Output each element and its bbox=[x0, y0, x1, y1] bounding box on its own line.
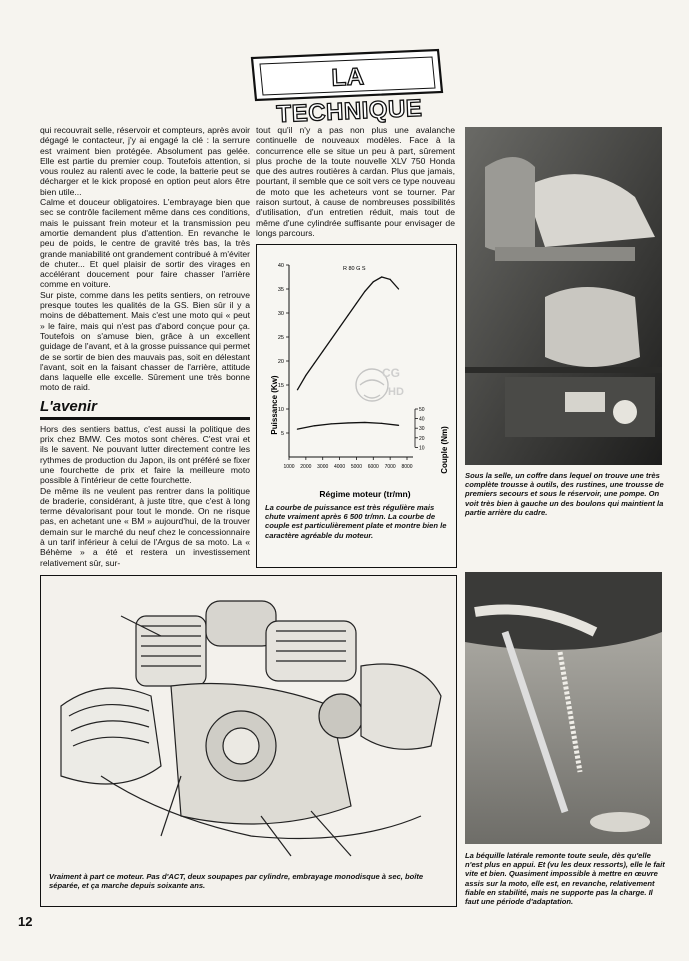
y2-tick-label: 50 bbox=[419, 407, 425, 413]
data-point bbox=[339, 327, 340, 328]
y2-tick-label: 30 bbox=[419, 426, 425, 433]
data-point bbox=[398, 288, 399, 289]
y-tick-label: 10 bbox=[277, 407, 284, 413]
y2-tick-label: 10 bbox=[419, 445, 425, 452]
data-point bbox=[347, 315, 348, 316]
article-column-2 bbox=[256, 125, 455, 238]
svg-text:HD: HD bbox=[388, 386, 404, 398]
y-tick-label: 25 bbox=[277, 335, 284, 341]
power-chart-box bbox=[256, 244, 457, 568]
watermark-logo bbox=[352, 355, 422, 435]
page-number: 12 bbox=[18, 914, 33, 929]
paragraph: qui recouvrait selle, réservoir et compteurs, après avoir dégagé le contacteur, j'y ai engagé la clé : la serrure est vraiment bien protégée. Absolument pas gelée. Elle est partie du premier coup. Toutefois attention, si vous roulez au ralenti avec le code, la batterie peut se décharger et le kick proposé en option peut alors être bien utile... bbox=[40, 125, 250, 197]
x-tick-label: 6000 bbox=[367, 464, 379, 470]
svg-text:CG: CG bbox=[382, 366, 400, 380]
x-tick-label: 7000 bbox=[384, 464, 396, 470]
x-tick-label: 1000 bbox=[283, 464, 295, 470]
paragraph: De même ils ne veulent pas rentrer dans la politique de braderie, considérant, à juste titre, que c'est à long terme dévalorisant pour tout le monde. On ne risque pas, en achetant une « BM » aujourd'hui, de la trouver demain sur le marché du neuf chez le concessionnaire à un tarif inférieur à celui de l'Argus de sa moto. La « Béhème » a été et restera un investissement relativement sûr, sur- bbox=[40, 485, 250, 568]
photo1-caption: Sous la selle, un coffre dans lequel on trouve une très complète trousse à outils, des rustines, une trousse de premiers secours et sous le réservoir, une pompe. On voit très bien à gauche un des boulons qui maintient la partie arrière du cadre. bbox=[465, 471, 664, 517]
data-point bbox=[331, 339, 332, 340]
engine-drawing bbox=[41, 576, 456, 866]
x-tick-label: 3000 bbox=[317, 464, 329, 470]
y-tick-label: 20 bbox=[277, 359, 284, 365]
section-banner bbox=[248, 48, 445, 129]
y-tick-label: 35 bbox=[277, 287, 284, 293]
y-axis-label: Puissance (Kw) bbox=[270, 375, 279, 435]
y2-tick-label: 40 bbox=[419, 416, 425, 423]
x-tick-label: 4000 bbox=[334, 464, 346, 470]
data-point bbox=[373, 281, 374, 282]
data-point bbox=[390, 279, 391, 280]
data-point bbox=[297, 429, 298, 430]
data-point bbox=[331, 423, 332, 424]
data-point bbox=[356, 303, 357, 304]
photo-side-stand bbox=[465, 572, 662, 844]
x-tick-label: 5000 bbox=[350, 464, 362, 470]
y-tick-label: 30 bbox=[277, 311, 284, 317]
photo2-caption: La béquille latérale remonte toute seule, dès qu'elle n'est plus en appui. Et (vu les deux ressorts), elle le fait vite et bien. Quasiment impossible à mettre en œuvre assis sur la moto, elle est, en revanche, relativement fiable en stabilité, mais ne supporte pas la charge. Il faut une période d'adaptation. bbox=[465, 851, 665, 907]
y-tick-label: 15 bbox=[277, 383, 284, 389]
data-point bbox=[314, 425, 315, 426]
paragraph: tout qu'il n'y a pas non plus une avalanche continuelle de nouveaux modèles. Face à la concurrence elle se situe un peu à part, sûrement plus proche de la toute nouvelle XLV 750 Honda que des autres routières à cardan. Plus que jamais, pourtant, il semble que ce soit vers ce type nouveau de moto que les acheteurs vont se tourner. Par raison surtout, à cause de nombreuses possibilités d'utilisation, d'un entretien réduit, mais tout de même d'une cylindrée suffisante pour envisager de longs parcours. bbox=[256, 125, 455, 238]
photo-tool-compartment bbox=[465, 127, 662, 465]
engine-illustration bbox=[40, 575, 457, 907]
section-heading: L'avenir bbox=[40, 397, 97, 415]
y2-tick-label: 20 bbox=[419, 435, 425, 442]
y2-axis-label: Couple (Nm) bbox=[440, 426, 449, 474]
data-point bbox=[314, 363, 315, 364]
engine-caption: Vraiment à part ce moteur. Pas d'ACT, deux soupapes par cylindre, embrayage monodisque à sec, boîte séparée, et ça marche depuis soixante ans. bbox=[49, 872, 424, 891]
data-point bbox=[347, 422, 348, 423]
paragraph: Hors des sentiers battus, c'est aussi la politique des prix chez BMW. Ces motos sont chères. C'est vrai et ils le savent. Ne pouvant lutter directement contre les rythmes de production du Japon, ils ont préféré se fixer une fourchette de prix et faire la meilleure moto possible à l'intérieur de cette fourchette. bbox=[40, 423, 250, 486]
data-point bbox=[381, 276, 382, 277]
banner-title: LA TECHNIQUE bbox=[276, 63, 423, 129]
data-point bbox=[322, 351, 323, 352]
x-tick-label: 8000 bbox=[401, 464, 413, 470]
paragraph: Sur piste, comme dans les petits sentiers, on retrouve presque toutes les qualités de la GS. Bien sûr il y a moins de débattement. Mais c'est une moto qui « peut » le faire, mais qui n'est pas d'abord conçue pour ça. Toutefois on s'amuse bien, grâce à un excellent guidage de l'avant, et à la grosse puissance qui permet de se sortir de bien des mauvais pas, soit en délestant l'avant, soit en la faisant chasser de l'arrière, attitude dans laquelle elle excelle. Sûrement une très bonne moto de raid. bbox=[40, 289, 250, 393]
paragraph: Calme et douceur obligatoires. L'embrayage bien que sec se contrôle facilement même dans ces conditions, mais le puissant frein moteur et la transmission peu amortie demandent plus d'attention. En revanche le peu de poids, le centre de gravité très bas, la très grande maniabilité ont grandement contribué à m'éviter de chuter... Et quel plaisir de sortir des virages en accélérant doucement pour faire chasser l'arrière comme en voiture. bbox=[40, 197, 250, 290]
data-point bbox=[305, 375, 306, 376]
section-rule bbox=[40, 417, 250, 420]
data-point bbox=[364, 291, 365, 292]
chart-caption: La courbe de puissance est très régulière mais chute vraiment après 6 500 tr/mn. La courbe de couple est particulièrement plate et montre bien le caractère agréable du moteur. bbox=[265, 503, 447, 540]
x-tick-label: 2000 bbox=[300, 464, 312, 470]
y-tick-label: 40 bbox=[277, 263, 284, 269]
x-axis-label: Régime moteur (tr/mn) bbox=[319, 489, 411, 499]
article-column-1 bbox=[40, 125, 250, 568]
data-point bbox=[297, 389, 298, 390]
series-label: R 80 G S bbox=[342, 265, 366, 272]
y-tick-label: 5 bbox=[280, 431, 284, 437]
